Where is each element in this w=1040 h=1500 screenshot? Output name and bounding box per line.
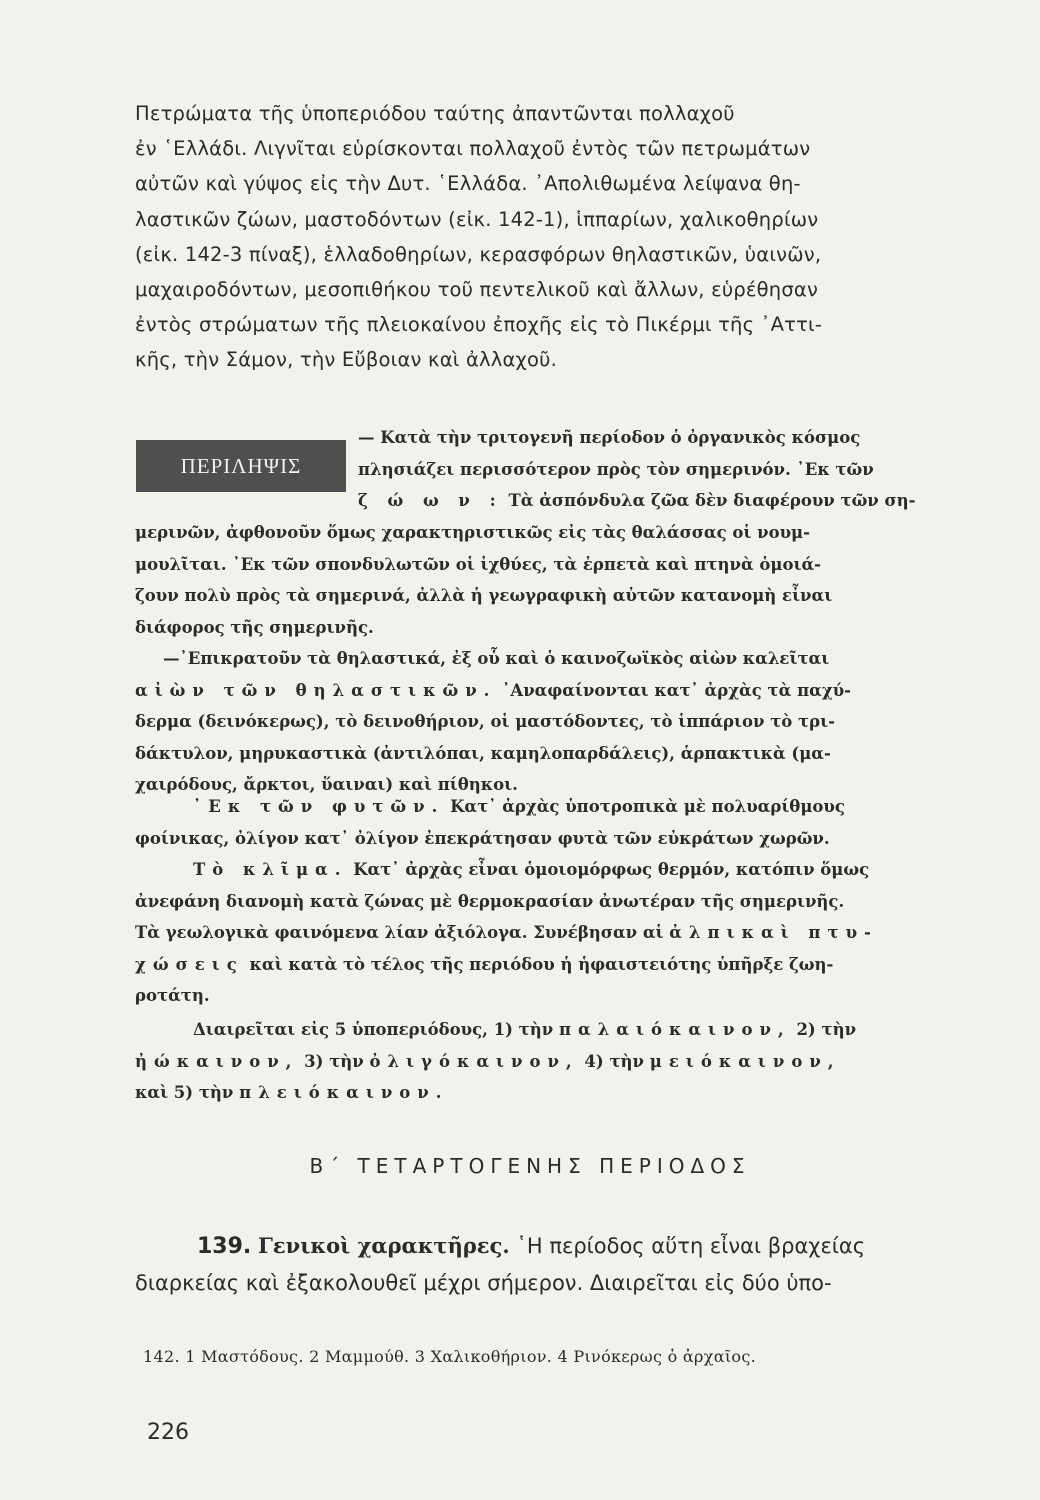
text-line: φοίνικας, ὀλίγον κατ᾿ ὀλίγον ἐπεκράτησαν φυτὰ τῶν εὐκράτων χωρῶν.: [135, 828, 830, 848]
spaced-term: παλαιόκαινον,: [558, 1020, 791, 1039]
section-number: 139.: [197, 1234, 252, 1259]
text-line: χαιρόδους, ἄρκτοι, ὕαιναι) καὶ πίθηκοι.: [135, 775, 518, 794]
spaced-term: ὀλιγόκαινον,: [369, 1051, 579, 1071]
intro-paragraph: [135, 96, 987, 378]
text-run: Κατ᾿ ἀρχὰς εἶναι ὁμοιομόρφως θερμόν, κατόπιν ὅμως: [353, 860, 870, 879]
text-run: 4) τὴν: [584, 1051, 644, 1071]
text-line: ἐντὸς στρώματων τῆς πλειοκαίνου ἐποχῆς εἰς τὸ Πικέρμι τῆς ᾿Αττι-: [135, 313, 823, 337]
text-line: διαρκείας καὶ ἐξακολουθεῖ μέχρι σήμερον. Διαιρεῖται εἰς δύο ὑπο-: [135, 1271, 832, 1295]
text-run: Κατ᾿ ἀρχὰς ὑποτροπικὰ μὲ πολυαρίθμους: [450, 797, 845, 816]
spaced-term: ᾿Εκ τῶν φυτῶν.: [193, 797, 445, 816]
summary-animals: [135, 517, 987, 643]
text-line: [135, 854, 987, 886]
text-line: [358, 485, 988, 517]
text-run: καὶ 5) τὴν: [135, 1083, 234, 1102]
spaced-term: ζ ώ ω ν :: [358, 491, 503, 510]
summary-subdivisions: [135, 1014, 987, 1109]
summary-badge: ΠΕΡΙΛΗΨΙΣ: [136, 440, 346, 492]
section-title: Γενικοὶ χαρακτῆρες.: [257, 1233, 510, 1258]
spaced-term: ἀλπικαὶ πτυ-: [669, 923, 878, 942]
spaced-term: Τὸ κλῖμα.: [193, 860, 348, 879]
summary-mammals: [135, 643, 987, 801]
text-line: μαχαιροδόντων, μεσοπιθήκου τοῦ πεντελικοῦ καὶ ἄλλων, εὑρέθησαν: [135, 278, 819, 302]
text-line: αὐτῶν καὶ γύψος εἰς τὴν Δυτ. ῾Ελλάδα. ᾿Απολιθωμένα λείψανα θη-: [135, 172, 801, 196]
text-line: [135, 675, 987, 707]
text-line: [135, 1077, 987, 1109]
text-line: δερμα (δεινόκερως), τὸ δεινοθήριον, οἱ μαστόδοντες, τὸ ἱππάριον τὸ τρι-: [135, 712, 835, 731]
text-line: [135, 791, 987, 823]
text-line: μερινῶν, ἀφθονοῦν ὅμως χαρακτηριστικῶς εἰς τὰς θαλάσσας οἱ νουμ-: [135, 523, 810, 542]
spaced-term: ἠώκαινον,: [135, 1051, 299, 1071]
text-line: λαστικῶν ζώων, μαστοδόντων (εἰκ. 142-1), ἱππαρίων, χαλικοθηρίων: [135, 207, 819, 231]
text-line: Πετρώματα τῆς ὑποπεριόδου ταύτης ἀπαντῶνται πολλαχοῦ: [135, 102, 735, 125]
text-line: ζουν πολὺ πρὸς τὰ σημερινά, ἀλλὰ ἡ γεωγραφικὴ αὐτῶν κατανομὴ εἶναι: [135, 586, 833, 605]
text-line: [135, 917, 987, 949]
text-line: διάφορος τῆς σημερινῆς.: [135, 617, 374, 637]
spaced-term: αἰὼν τῶν θηλαστικῶν.: [135, 680, 497, 700]
summary-climate: [135, 854, 987, 1012]
summary-plants: [135, 791, 987, 854]
text-line: ἐν ῾Ελλάδι. Λιγνῖται εὑρίσκονται πολλαχοῦ ἐντὸς τῶν πετρωμάτων: [135, 137, 811, 161]
text-line: [135, 1228, 987, 1265]
text-run: Τὰ γεωλογικὰ φαινόμενα λίαν ἀξιόλογα. Συνέβησαν αἱ: [135, 923, 664, 942]
figure-caption: 142. 1 Μαστόδους. 2 Μαμμούθ. 3 Χαλικοθήριον. 4 Ρινόκερως ὁ ἀρχαῖος.: [143, 1347, 756, 1366]
text-line: [135, 1014, 987, 1046]
text-line: [135, 949, 987, 981]
text-line: δάκτυλον, μηρυκαστικὰ (ἀντιλόπαι, καμηλοπαρδάλεις), ἁρπακτικὰ (μα-: [135, 743, 831, 763]
text-run: ῾Η περίοδος αὕτη εἶναι βραχείας: [516, 1234, 866, 1258]
spaced-term: χώσεις: [135, 954, 244, 974]
text-line: ἀνεφάνη διανομὴ κατὰ ζώνας μὲ θερμοκρασίαν ἀνωτέραν τῆς σημερινῆς.: [135, 891, 845, 911]
section-139: [135, 1228, 987, 1301]
spaced-term: μειόκαινον,: [649, 1051, 841, 1071]
section-heading: Β΄ ΤΕΤΑΡΤΟΓΕΝΗΣ ΠΕΡΙΟΔΟΣ: [309, 1154, 751, 1178]
text-run: Διαιρεῖται εἰς 5 ὑποπεριόδους, 1) τὴν: [193, 1020, 554, 1039]
text-line: ροτάτη.: [135, 986, 210, 1005]
text-run: 3) τὴν: [304, 1051, 364, 1071]
text-line: (εἰκ. 142-3 πίναξ), ἑλλαδοθηρίων, κερασφόρων θηλαστικῶν, ὑαινῶν,: [135, 242, 822, 266]
page-number: 226: [147, 1420, 189, 1445]
text-line: —᾿Επικρατοῦν τὰ θηλαστικά, ἐξ οὗ καὶ ὁ καινοζωϊκὸς αἰὼν καλεῖται: [163, 649, 830, 668]
text-line: [135, 1046, 987, 1078]
spaced-term: πλειόκαινον.: [239, 1083, 449, 1102]
text-run: 2) τὴν: [796, 1020, 857, 1039]
text-line: πλησιάζει περισσότερον πρὸς τὸν σημερινόν. ᾿Εκ τῶν: [358, 459, 874, 479]
text-line: — Κατὰ τὴν τριτογενῆ περίοδον ὁ ὀργανικὸς κόσμος: [358, 428, 861, 447]
summary-intro: [358, 422, 988, 517]
text-run: Τὰ ἀσπόνδυλα ζῶα δὲν διαφέρουν τῶν ση-: [508, 491, 916, 510]
text-run: καὶ κατὰ τὸ τέλος τῆς περιόδου ἡ ἡφαιστειότης ὑπῆρξε ζωη-: [249, 954, 834, 974]
text-run: ᾿Αναφαίνονται κατ᾿ ἀρχὰς τὰ παχύ-: [502, 680, 852, 700]
text-line: μουλῖται. ᾿Εκ τῶν σπονδυλωτῶν οἱ ἰχθύες, τὰ ἑρπετὰ καὶ πτηνὰ ὁμοιά-: [135, 554, 821, 574]
text-line: κῆς, τὴν Σάμον, τὴν Εὔβοιαν καὶ ἀλλαχοῦ.: [135, 348, 558, 372]
